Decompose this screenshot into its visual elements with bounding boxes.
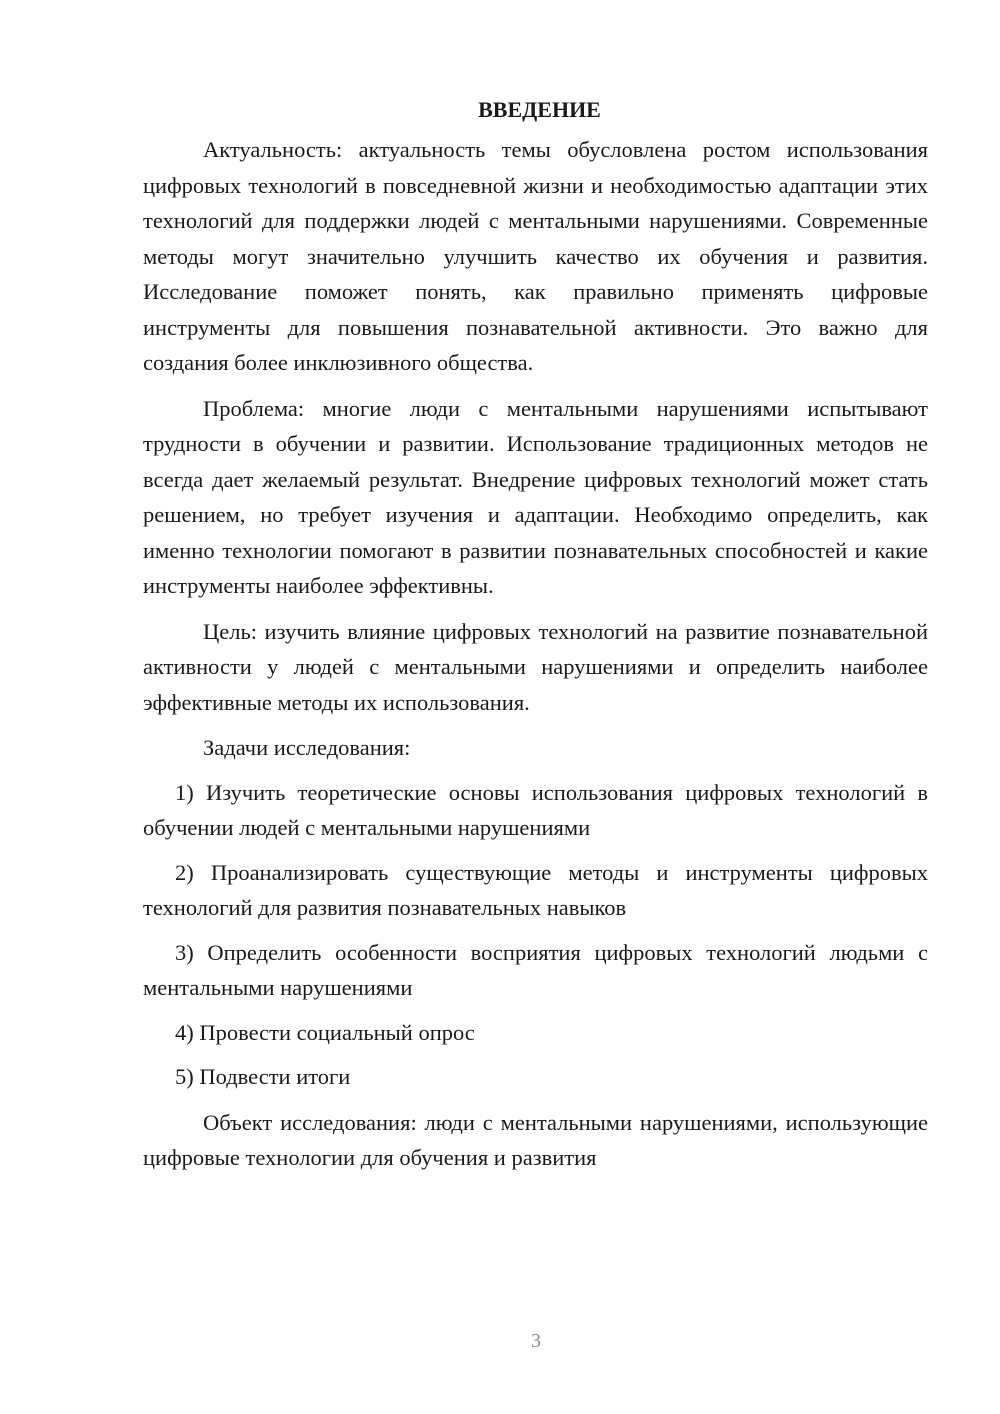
task-item: 2) Проанализировать существующие методы и инструменты цифровых технологий для развития познавательных навыков [143,859,928,920]
tasks-heading: Задачи исследования: [203,735,411,760]
problem-paragraph: Проблема: многие люди с ментальными нарушениями испытывают трудности в обучении и развитии. Использование традиционных методов не всегда дает желаемый результат. Внедрение цифровых технологий может стать решением, но требует изучения и адаптации. Необходимо определить, как именно технологии помогают в развитии познавательных способностей и какие инструменты наиболее эффективны. [143,395,928,598]
goal-paragraph: Цель: изучить влияние цифровых технологий на развитие познавательной активности у людей с ментальными нарушениями и определить наиболее эффективные методы их использования. [143,618,928,715]
task-item: 3) Определить особенности восприятия цифровых технологий людьми с ментальными нарушениями [143,939,928,1000]
page-number: 3 [531,1330,541,1352]
document-page [143,92,928,1176]
object-paragraph: Объект исследования: люди с ментальными нарушениями, использующие цифровые технологии для обучения и развития [143,1109,928,1170]
task-item: 4) Провести социальный опрос [175,1019,475,1045]
relevance-paragraph: Актуальность: актуальность темы обусловлена ростом использования цифровых технологий в повседневной жизни и необходимостью адаптации этих технологий для поддержки людей с ментальными нарушениями. Современные методы могут значительно улучшить качество их обучения и развития. Исследование поможет понять, как правильно применять цифровые инструменты для повышения познавательной активности. Это важно для создания более инклюзивного общества. [143,137,928,375]
task-item: 1) Изучить теоретические основы использования цифровых технологий в обучении людей с ментальными нарушениями [143,779,928,840]
section-heading: ВВЕДЕНИЕ [478,97,601,122]
task-item: 5) Подвести итоги [175,1064,351,1089]
